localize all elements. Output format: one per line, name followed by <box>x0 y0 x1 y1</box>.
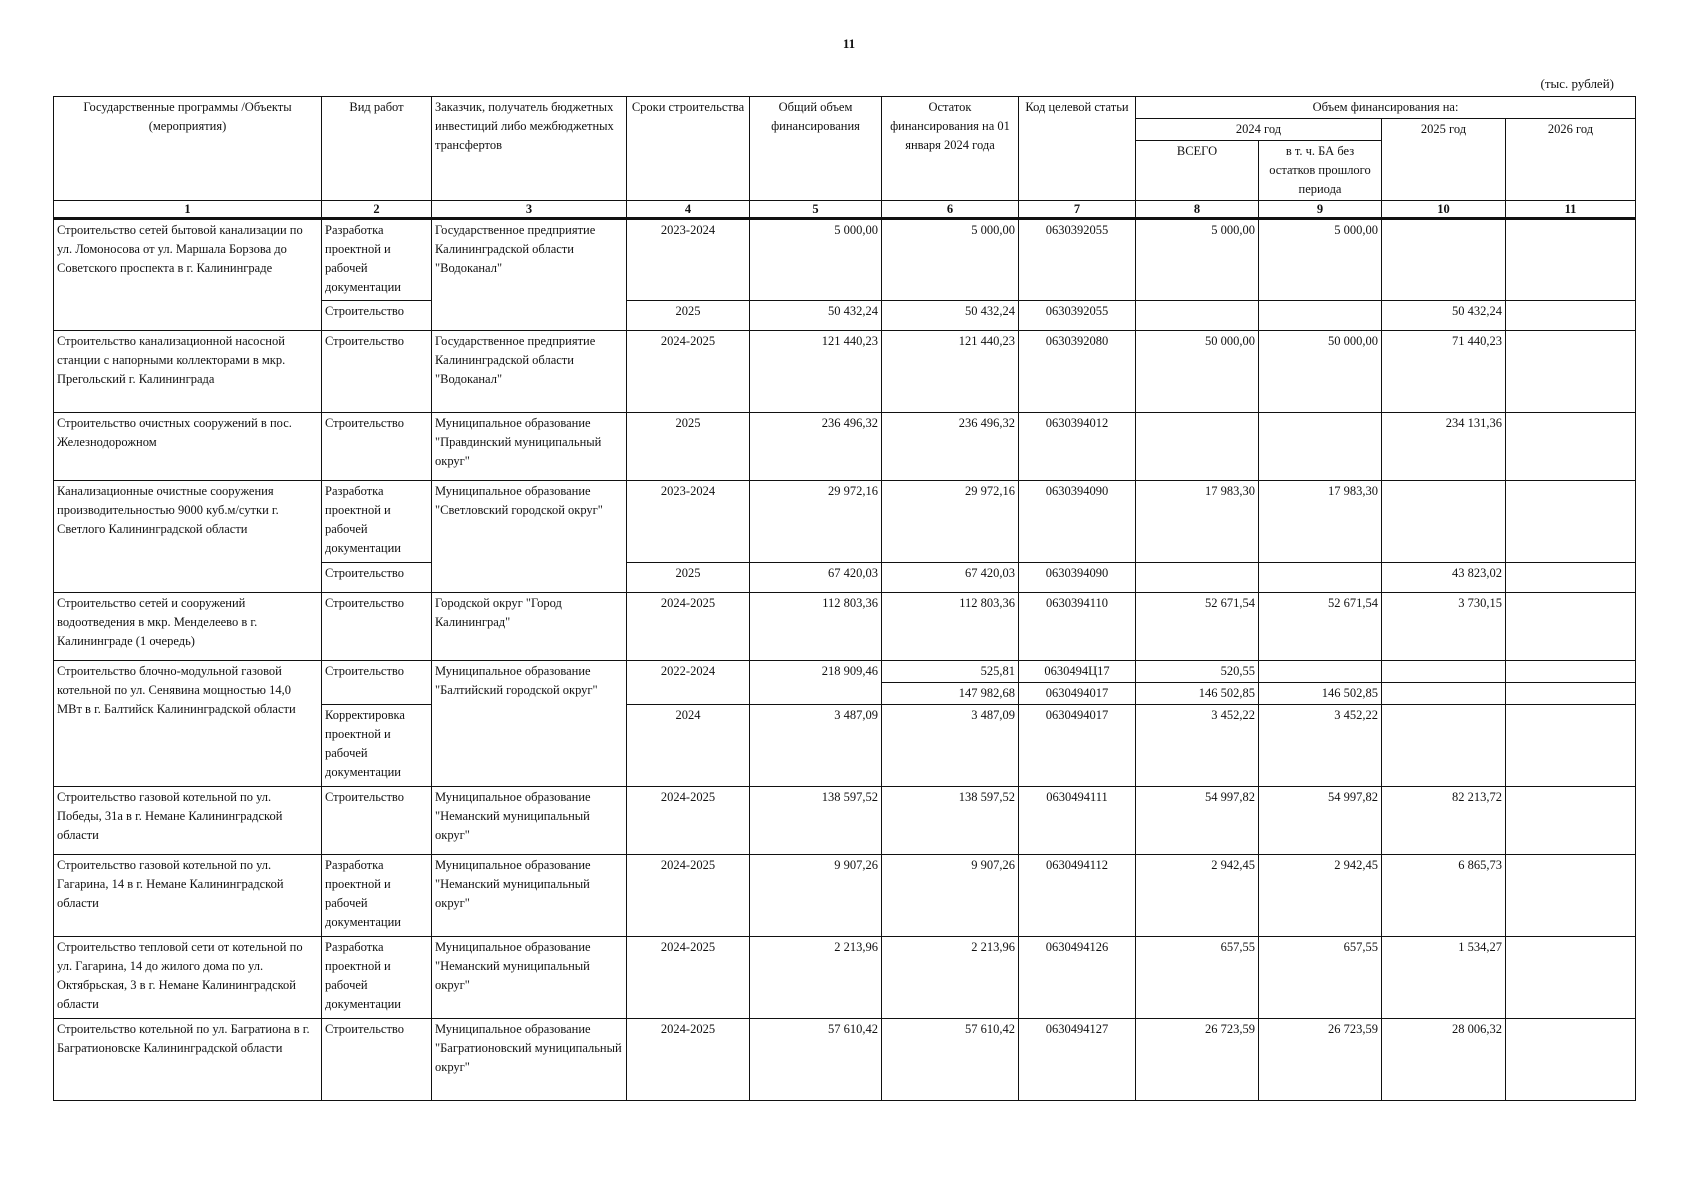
value-2024-incl: 50 000,00 <box>1259 331 1382 413</box>
remainder-value: 29 972,16 <box>882 481 1019 563</box>
financing-table <box>53 96 1636 1101</box>
units-label: (тыс. рублей) <box>1540 76 1614 91</box>
object-name: Строительство очистных сооружений в пос. Железнодорожном <box>54 413 322 481</box>
code-value: 0630392055 <box>1019 301 1136 331</box>
header-incl: в т. ч. БА без остатков прошлого периода <box>1259 141 1382 201</box>
object-name: Строительство канализационной насосной станции с напорными коллекторами в мкр. Прегольский г. Калининграда <box>54 331 322 413</box>
remainder-value: 236 496,32 <box>882 413 1019 481</box>
code-value: 0630392080 <box>1019 331 1136 413</box>
object-name: Строительство газовой котельной по ул. Гагарина, 14 в г. Немане Калининградской области <box>54 855 322 937</box>
code-value: 0630494127 <box>1019 1019 1136 1101</box>
total-value: 3 487,09 <box>750 705 882 787</box>
col-number: 1 <box>54 201 322 219</box>
value-2025: 1 534,27 <box>1382 937 1506 1019</box>
value-2025: 3 730,15 <box>1382 593 1506 661</box>
value-2024-total: 52 671,54 <box>1136 593 1259 661</box>
col-number: 2 <box>322 201 432 219</box>
work-type: Разработка проектной и рабочей документации <box>322 219 432 301</box>
customer: Муниципальное образование "Багратионовский муниципальный округ" <box>432 1019 627 1101</box>
col-number: 9 <box>1259 201 1382 219</box>
total-value: 112 803,36 <box>750 593 882 661</box>
code-value: 0630394110 <box>1019 593 1136 661</box>
value-2026 <box>1506 413 1636 481</box>
value-2026 <box>1506 1019 1636 1101</box>
value-2026 <box>1506 331 1636 413</box>
work-type: Строительство <box>322 593 432 661</box>
value-2025: 234 131,36 <box>1382 413 1506 481</box>
header-terms: Сроки строительства <box>627 97 750 201</box>
work-type: Разработка проектной и рабочей документации <box>322 937 432 1019</box>
work-type: Строительство <box>322 1019 432 1101</box>
work-type: Строительство <box>322 661 432 705</box>
code-value: 0630494017 <box>1019 683 1136 705</box>
header-funding: Объем финансирования на: <box>1136 97 1636 119</box>
header-remainder: Остаток финансирования на 01 января 2024 года <box>882 97 1019 201</box>
value-2025 <box>1382 705 1506 787</box>
work-type: Разработка проектной и рабочей документации <box>322 855 432 937</box>
object-name: Строительство сетей бытовой канализации по ул. Ломоносова от ул. Маршала Борзова до Советского проспекта в г. Калининграде <box>54 219 322 331</box>
table-row <box>54 481 1636 563</box>
remainder-value: 112 803,36 <box>882 593 1019 661</box>
value-2024-incl: 657,55 <box>1259 937 1382 1019</box>
header-work-type: Вид работ <box>322 97 432 201</box>
total-value: 236 496,32 <box>750 413 882 481</box>
code-value: 0630394012 <box>1019 413 1136 481</box>
term: 2024-2025 <box>627 937 750 1019</box>
value-2024-incl <box>1259 563 1382 593</box>
col-number: 8 <box>1136 201 1259 219</box>
value-2024-total <box>1136 301 1259 331</box>
header-total-all: ВСЕГО <box>1136 141 1259 201</box>
term: 2024-2025 <box>627 593 750 661</box>
remainder-value: 67 420,03 <box>882 563 1019 593</box>
value-2024-incl: 2 942,45 <box>1259 855 1382 937</box>
value-2024-total <box>1136 563 1259 593</box>
value-2025: 43 823,02 <box>1382 563 1506 593</box>
value-2025: 82 213,72 <box>1382 787 1506 855</box>
table-row <box>54 593 1636 661</box>
work-type: Строительство <box>322 331 432 413</box>
value-2026 <box>1506 705 1636 787</box>
remainder-value: 50 432,24 <box>882 301 1019 331</box>
value-2024-incl: 146 502,85 <box>1259 683 1382 705</box>
value-2024-incl <box>1259 661 1382 683</box>
value-2024-incl: 26 723,59 <box>1259 1019 1382 1101</box>
value-2024-total: 50 000,00 <box>1136 331 1259 413</box>
work-type: Строительство <box>322 301 432 331</box>
term: 2025 <box>627 413 750 481</box>
value-2025: 6 865,73 <box>1382 855 1506 937</box>
col-number: 11 <box>1506 201 1636 219</box>
term: 2023-2024 <box>627 219 750 301</box>
page-number: 11 <box>842 36 856 51</box>
code-value: 0630494111 <box>1019 787 1136 855</box>
object-name: Строительство сетей и сооружений водоотведения в мкр. Менделеево в г. Калининграде (1 очередь) <box>54 593 322 661</box>
col-number: 10 <box>1382 201 1506 219</box>
customer: Муниципальное образование "Балтийский городской округ" <box>432 661 627 787</box>
term: 2022-2024 <box>627 661 750 705</box>
value-2025 <box>1382 661 1506 683</box>
value-2026 <box>1506 301 1636 331</box>
value-2025: 50 432,24 <box>1382 301 1506 331</box>
customer: Государственное предприятие Калининградской области "Водоканал" <box>432 331 627 413</box>
customer: Муниципальное образование "Правдинский муниципальный округ" <box>432 413 627 481</box>
value-2025 <box>1382 481 1506 563</box>
work-type: Корректировка проектной и рабочей документации <box>322 705 432 787</box>
remainder-value: 121 440,23 <box>882 331 1019 413</box>
value-2024-incl: 17 983,30 <box>1259 481 1382 563</box>
header-2025: 2025 год <box>1382 119 1506 201</box>
value-2026 <box>1506 661 1636 683</box>
col-number: 5 <box>750 201 882 219</box>
object-name: Строительство газовой котельной по ул. Победы, 31а в г. Немане Калининградской области <box>54 787 322 855</box>
total-value: 67 420,03 <box>750 563 882 593</box>
remainder-value: 147 982,68 <box>882 683 1019 705</box>
work-type: Строительство <box>322 413 432 481</box>
table-row <box>54 937 1636 1019</box>
value-2024-incl: 3 452,22 <box>1259 705 1382 787</box>
value-2026 <box>1506 937 1636 1019</box>
object-name: Строительство блочно-модульной газовой котельной по ул. Сенявина мощностью 14,0 МВт в г. Балтийск Калининградской области <box>54 661 322 787</box>
value-2025: 71 440,23 <box>1382 331 1506 413</box>
header-total: Общий объем финансирования <box>750 97 882 201</box>
value-2024-incl: 5 000,00 <box>1259 219 1382 301</box>
value-2024-total: 657,55 <box>1136 937 1259 1019</box>
value-2025 <box>1382 683 1506 705</box>
value-2024-total: 2 942,45 <box>1136 855 1259 937</box>
remainder-value: 9 907,26 <box>882 855 1019 937</box>
code-value: 0630392055 <box>1019 219 1136 301</box>
value-2024-total: 54 997,82 <box>1136 787 1259 855</box>
remainder-value: 5 000,00 <box>882 219 1019 301</box>
code-value: 0630394090 <box>1019 563 1136 593</box>
value-2024-incl: 54 997,82 <box>1259 787 1382 855</box>
code-value: 0630494112 <box>1019 855 1136 937</box>
term: 2024-2025 <box>627 331 750 413</box>
total-value: 50 432,24 <box>750 301 882 331</box>
value-2024-total <box>1136 413 1259 481</box>
table-row <box>54 855 1636 937</box>
customer: Муниципальное образование "Неманский муниципальный округ" <box>432 855 627 937</box>
object-name: Строительство котельной по ул. Багратиона в г. Багратионовске Калининградской области <box>54 1019 322 1101</box>
header-code: Код целевой статьи <box>1019 97 1136 201</box>
remainder-value: 525,81 <box>882 661 1019 683</box>
term: 2024-2025 <box>627 1019 750 1101</box>
col-number: 7 <box>1019 201 1136 219</box>
total-value: 57 610,42 <box>750 1019 882 1101</box>
value-2026 <box>1506 481 1636 563</box>
term: 2024-2025 <box>627 787 750 855</box>
value-2025: 28 006,32 <box>1382 1019 1506 1101</box>
value-2024-incl <box>1259 413 1382 481</box>
table-row <box>54 1019 1636 1101</box>
value-2024-total: 26 723,59 <box>1136 1019 1259 1101</box>
value-2024-total: 520,55 <box>1136 661 1259 683</box>
work-type: Разработка проектной и рабочей документации <box>322 481 432 563</box>
code-value: 0630494Ц17 <box>1019 661 1136 683</box>
object-name: Канализационные очистные сооружения производительностью 9000 куб.м/сутки г. Светлого Калининградской области <box>54 481 322 593</box>
code-value: 0630494017 <box>1019 705 1136 787</box>
value-2024-total: 146 502,85 <box>1136 683 1259 705</box>
value-2026 <box>1506 593 1636 661</box>
col-number: 3 <box>432 201 627 219</box>
term: 2024 <box>627 705 750 787</box>
customer: Государственное предприятие Калининградской области "Водоканал" <box>432 219 627 331</box>
remainder-value: 138 597,52 <box>882 787 1019 855</box>
term: 2023-2024 <box>627 481 750 563</box>
term: 2025 <box>627 301 750 331</box>
total-value: 2 213,96 <box>750 937 882 1019</box>
table-row <box>54 219 1636 301</box>
customer: Муниципальное образование "Светловский городской округ" <box>432 481 627 593</box>
code-value: 0630394090 <box>1019 481 1136 563</box>
col-number: 6 <box>882 201 1019 219</box>
header-2024: 2024 год <box>1136 119 1382 141</box>
remainder-value: 57 610,42 <box>882 1019 1019 1101</box>
term: 2024-2025 <box>627 855 750 937</box>
total-value: 9 907,26 <box>750 855 882 937</box>
total-value: 29 972,16 <box>750 481 882 563</box>
customer: Муниципальное образование "Неманский муниципальный округ" <box>432 937 627 1019</box>
value-2024-incl <box>1259 301 1382 331</box>
table-row <box>54 661 1636 683</box>
code-value: 0630494126 <box>1019 937 1136 1019</box>
object-name: Строительство тепловой сети от котельной по ул. Гагарина, 14 до жилого дома по ул. Октябрьская, 3 в г. Немане Калининградской области <box>54 937 322 1019</box>
value-2024-total: 3 452,22 <box>1136 705 1259 787</box>
customer: Муниципальное образование "Неманский муниципальный округ" <box>432 787 627 855</box>
value-2026 <box>1506 855 1636 937</box>
term: 2025 <box>627 563 750 593</box>
remainder-value: 3 487,09 <box>882 705 1019 787</box>
work-type: Строительство <box>322 787 432 855</box>
table-row <box>54 787 1636 855</box>
total-value: 138 597,52 <box>750 787 882 855</box>
table-row <box>54 331 1636 413</box>
value-2026 <box>1506 787 1636 855</box>
header-customer: Заказчик, получатель бюджетных инвестиций либо межбюджетных трансфертов <box>432 97 627 201</box>
remainder-value: 2 213,96 <box>882 937 1019 1019</box>
total-value: 5 000,00 <box>750 219 882 301</box>
total-value: 218 909,46 <box>750 661 882 705</box>
table-row <box>54 413 1636 481</box>
value-2026 <box>1506 563 1636 593</box>
col-number: 4 <box>627 201 750 219</box>
header-2026: 2026 год <box>1506 119 1636 201</box>
customer: Городской округ "Город Калининград" <box>432 593 627 661</box>
value-2026 <box>1506 219 1636 301</box>
header-program: Государственные программы /Объекты (мероприятия) <box>54 97 322 201</box>
work-type: Строительство <box>322 563 432 593</box>
value-2025 <box>1382 219 1506 301</box>
value-2024-incl: 52 671,54 <box>1259 593 1382 661</box>
value-2024-total: 17 983,30 <box>1136 481 1259 563</box>
value-2026 <box>1506 683 1636 705</box>
total-value: 121 440,23 <box>750 331 882 413</box>
value-2024-total: 5 000,00 <box>1136 219 1259 301</box>
